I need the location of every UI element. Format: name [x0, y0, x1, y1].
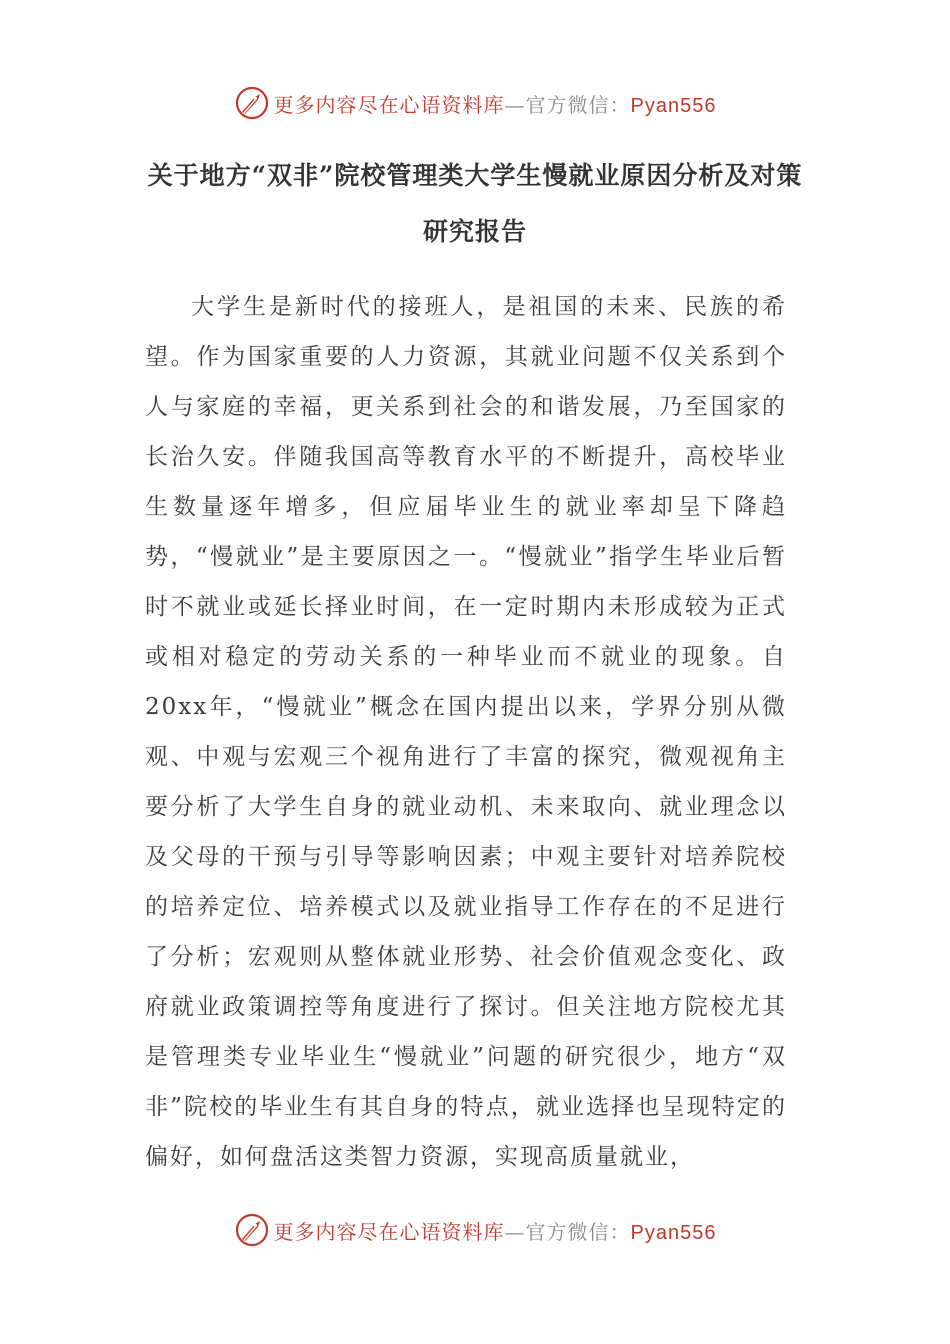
document-paragraph: 大学生是新时代的接班人，是祖国的未来、民族的希望。作为国家重要的人力资源，其就业问题不仅关系到个人与家庭的幸福，更关系到社会的和谐发展，乃至国家的长治久安。伴随我国高等教育水平的不断提升，高校毕业生数量逐年增多，但应届毕业生的就业率却呈下降趋势，“慢就业”是主要原因之一。“慢就业”指学生毕业后暂时不就业或延长择业时间，在一定时期内未形成较为正式或相对稳定的劳动关系的一种毕业而不就业的现象。自20xx年，“慢就业”概念在国内提出以来，学界分别从微观、中观与宏观三个视角进行了丰富的探究，微观视角主要分析了大学生自身的就业动机、未来取向、就业理念以及父母的干预与引导等影响因素；中观主要针对培养院校的培养定位、培养模式以及就业指导工作存在的不足进行了分析；宏观则从整体就业形势、社会价值观念变化、政府就业政策调控等角度进行了探讨。但关注地方院校尤其是管理类专业毕业生“慢就业”问题的研究很少，地方“双非”院校的毕业生有其自身的特点，就业选择也呈现特定的偏好，如何盘活这类智力资源，实现高质量就业， [145, 294, 787, 1170]
footer-banner-label: 官方微信： [525, 1219, 631, 1244]
footer-banner-text [274, 1216, 717, 1245]
header-banner-text [274, 89, 717, 118]
header-banner-dash: — [504, 92, 526, 117]
pen-nib-icon [234, 85, 270, 121]
pen-nib-icon [234, 1212, 270, 1248]
footer-banner-wechat: Pyan556 [630, 1221, 717, 1244]
footer-banner [0, 1207, 950, 1253]
footer-banner-dash: — [504, 1219, 526, 1244]
footer-banner-main: 更多内容尽在心语资料库 [273, 1219, 505, 1244]
document-title: 关于地方“双非”院校管理类大学生慢就业原因分析及对策研究报告 [147, 161, 803, 246]
header-banner [0, 80, 950, 126]
header-banner-label: 官方微信： [525, 92, 631, 117]
header-banner-main: 更多内容尽在心语资料库 [273, 92, 505, 117]
header-banner-wechat: Pyan556 [630, 94, 717, 117]
